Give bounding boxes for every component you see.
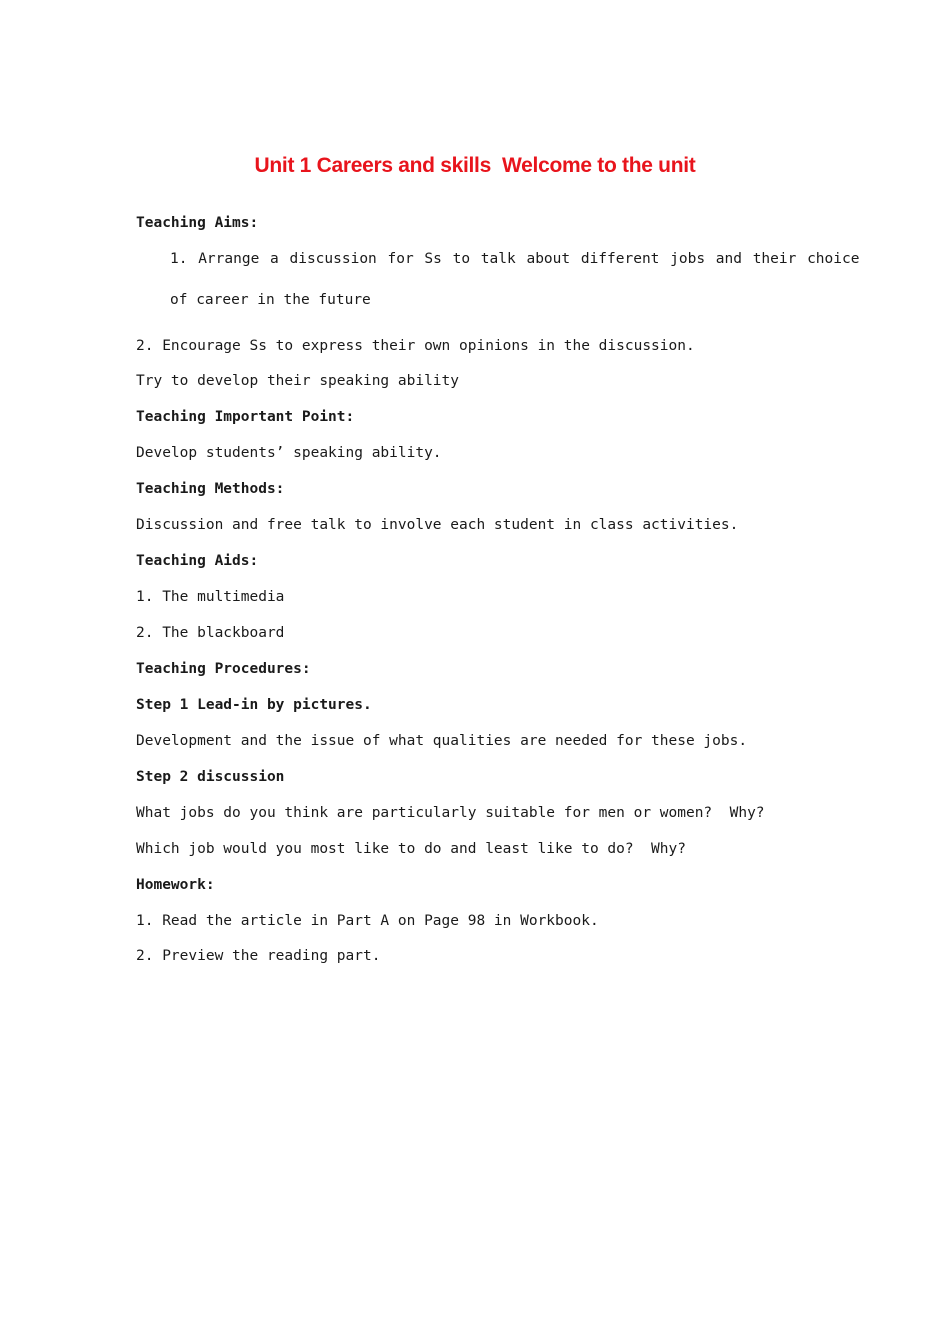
- aids-item-2: 2. The blackboard: [136, 625, 285, 641]
- step-2-heading: Step 2 discussion: [136, 769, 285, 785]
- methods-text: Discussion and free talk to involve each student in class activities.: [136, 517, 739, 533]
- teaching-aims-heading: Teaching Aims:: [136, 215, 259, 231]
- important-point-text: Develop students’ speaking ability.: [136, 445, 442, 461]
- step-1-heading: Step 1 Lead-in by pictures.: [136, 697, 372, 713]
- aims-item-1-line-2: of career in the future: [170, 292, 371, 308]
- methods-heading: Teaching Methods:: [136, 481, 285, 497]
- step-2-question-2: Which job would you most like to do and least like to do? Why?: [136, 841, 686, 857]
- document-title: Unit 1 Careers and skills Welcome to the unit: [254, 154, 696, 177]
- aims-item-1-line-1: 1. Arrange a discussion for Ss to talk about different jobs and their choice: [170, 251, 860, 267]
- aids-heading: Teaching Aids:: [136, 553, 259, 569]
- procedures-heading: Teaching Procedures:: [136, 661, 311, 677]
- important-point-heading: Teaching Important Point:: [136, 409, 355, 425]
- homework-heading: Homework:: [136, 877, 215, 893]
- step-2-question-1: What jobs do you think are particularly suitable for men or women? Why?: [136, 805, 765, 821]
- aims-item-2: 2. Encourage Ss to express their own opinions in the discussion.: [136, 338, 695, 354]
- aims-item-3: Try to develop their speaking ability: [136, 373, 460, 389]
- homework-item-2: 2. Preview the reading part.: [136, 948, 381, 964]
- aids-item-1: 1. The multimedia: [136, 589, 285, 605]
- step-1-text: Development and the issue of what qualities are needed for these jobs.: [136, 733, 748, 749]
- homework-item-1: 1. Read the article in Part A on Page 98 in Workbook.: [136, 913, 599, 929]
